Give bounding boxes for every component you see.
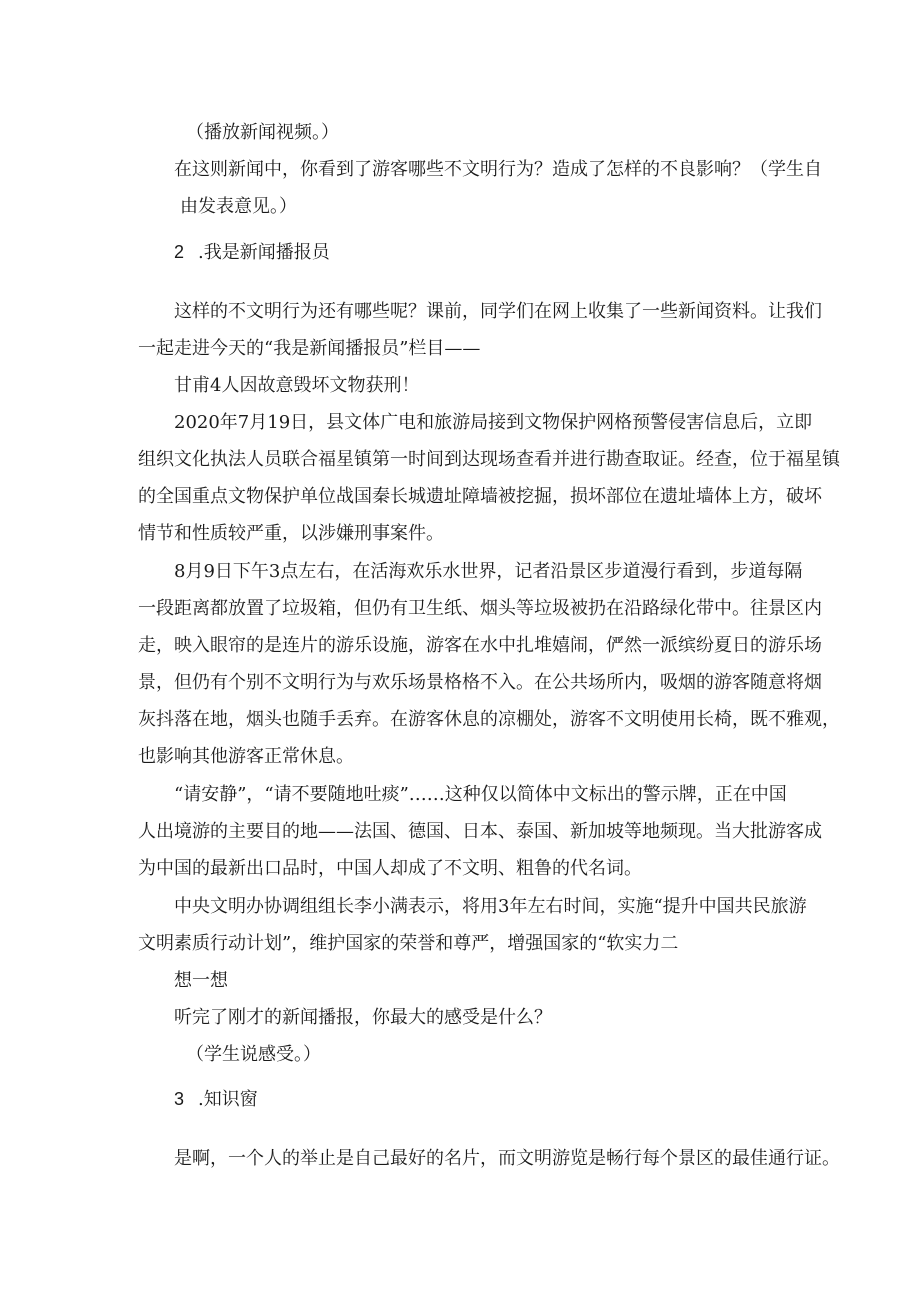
section-title: .知识窗 xyxy=(198,1089,258,1110)
paragraph-line: 这样的不文明行为还有哪些呢？课前，同学们在网上收集了一些新闻资料。让我们 xyxy=(174,301,822,322)
paragraph-line: 在这则新闻中，你看到了游客哪些不文明行为？造成了怎样的不良影响？（学生自 xyxy=(174,159,822,180)
paragraph-line: 一起走进今天的“我是新闻播报员”栏目—— xyxy=(138,338,481,359)
paragraph-line: 8月9日下午3点左右，在活海欢乐水世界，记者沿景区步道漫行看到，步道每隔 xyxy=(174,561,803,582)
section-number: 2 xyxy=(174,242,185,262)
paragraph-line: 由发表意见。） xyxy=(180,196,297,217)
think-question: 听完了刚才的新闻播报，你最大的感受是什么？ xyxy=(174,1007,552,1028)
paragraph-line: 也影响其他游客正常休息。 xyxy=(138,746,354,767)
paragraph-line: 中央文明办协调组组长李小满表示，将用3年左右时间，实施“提升中国共民旅游 xyxy=(174,896,807,917)
think-heading: 想一想 xyxy=(174,970,228,991)
paragraph-line: 文明素质行动计划”，维护国家的荣誉和尊严，增强国家的“软实力二 xyxy=(138,933,679,954)
paragraph-line: 的全国重点文物保护单位战国秦长城遗址障墙被挖掘，损坏部位在遗址墙体上方，破坏 xyxy=(138,486,822,507)
paragraph-line: 灰抖落在地，烟头也随手丢弃。在游客休息的凉棚处，游客不文明使用长椅，既不雅观， xyxy=(138,709,840,730)
paragraph-line: 一段距离都放置了垃圾箱，但仍有卫生纸、烟头等垃圾被扔在沿路绿化带中。往景区内 xyxy=(138,598,822,619)
stage-direction: （播放新闻视频。） xyxy=(186,122,339,143)
think-response: （学生说感受。） xyxy=(186,1044,321,1065)
paragraph-line: 组织文化执法人员联合福星镇第一时间到达现场查看并进行勘查取证。经查，位于福星镇 xyxy=(138,449,840,470)
paragraph-line: 是啊，一个人的举止是自己最好的名片，而文明游览是畅行每个景区的最佳通行证。 xyxy=(174,1148,840,1169)
paragraph-line: 情节和性质较严重，以涉嫌刑事案件。 xyxy=(138,523,444,544)
section-heading-3 xyxy=(174,1087,258,1112)
section-number: 3 xyxy=(174,1089,185,1109)
paragraph-line: “请安静”，“请不要随地吐痰”……这种仅以简体中文标出的警示牌，正在中国 xyxy=(174,784,787,805)
section-heading-2 xyxy=(174,240,330,265)
paragraph-line: 2020年7月19日，县文体广电和旅游局接到文物保护网格预警侵害信息后，立即 xyxy=(174,412,813,433)
paragraph-line: 人出境游的主要目的地——法国、德国、日本、泰国、新加坡等地频现。当大批游客成 xyxy=(138,821,822,842)
paragraph-line: 为中国的最新出口品时，中国人却成了不文明、粗鲁的代名词。 xyxy=(138,858,642,879)
section-title: .我是新闻播报员 xyxy=(198,242,330,263)
news-headline: 甘甫4人因故意毁坏文物获刑！ xyxy=(174,375,420,396)
paragraph-line: 景，但仍有个别不文明行为与欢乐场景格格不入。在公共场所内，吸烟的游客随意将烟 xyxy=(138,672,822,693)
paragraph-line: 走，映入眼帘的是连片的游乐设施，游客在水中扎堆嬉闹，俨然一派缤纷夏日的游乐场 xyxy=(138,635,822,656)
